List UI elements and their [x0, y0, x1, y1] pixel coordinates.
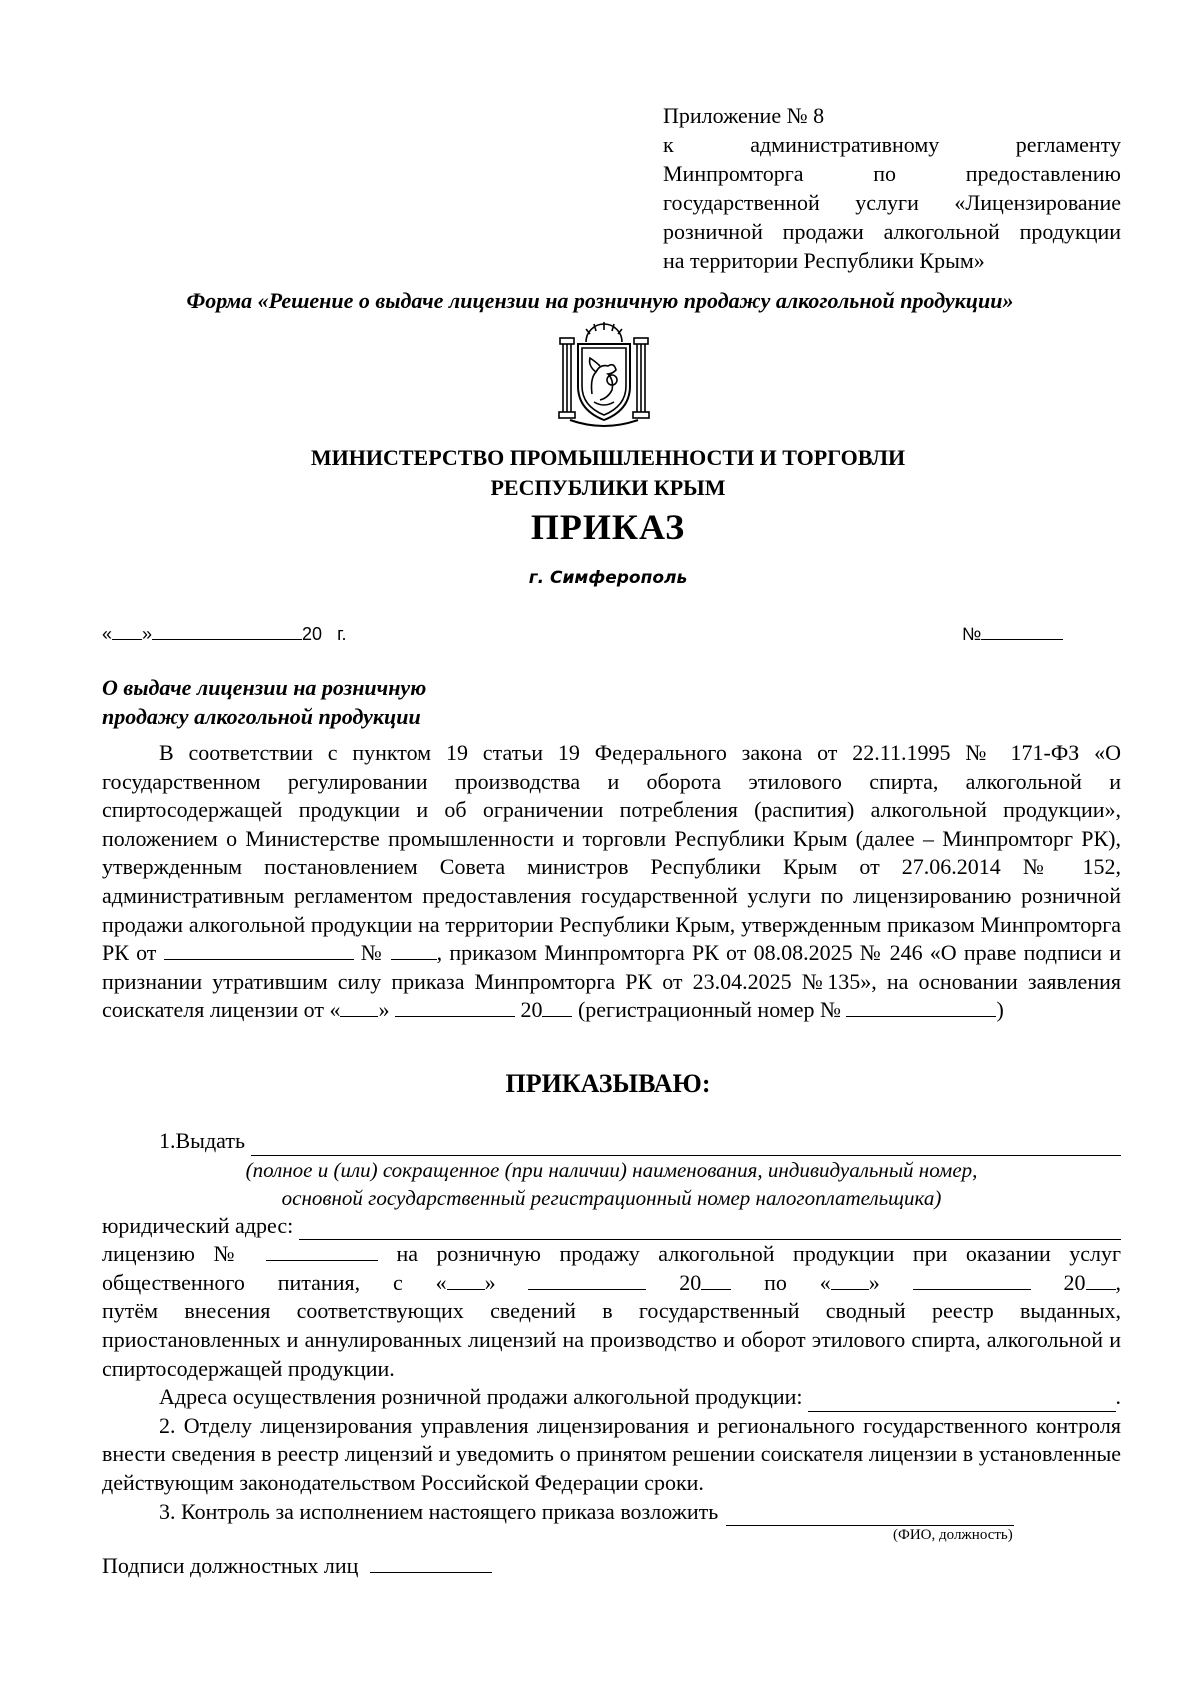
date-field	[102, 621, 346, 645]
preamble-year-prefix: 20	[520, 997, 543, 1023]
order-number-label: №	[962, 624, 982, 644]
appendix-number: Приложение № 8	[663, 103, 825, 128]
date-open-quote: «	[102, 624, 113, 644]
license-number-row	[102, 1240, 1121, 1269]
order-verb: ПРИКАЗЫВАЮ:	[505, 1069, 711, 1098]
signatures-label: Подписи должностных лиц	[102, 1553, 359, 1578]
registration-number-blank[interactable]	[846, 996, 996, 1017]
date-year-suffix: г.	[337, 624, 347, 644]
to-day-field[interactable]	[831, 1269, 869, 1290]
item-1-issue-row	[102, 1127, 1121, 1156]
legal-address-row	[102, 1212, 1121, 1241]
item-1-label: 1.Выдать	[159, 1128, 245, 1153]
preamble-reg-number-label: (регистрационный номер №	[577, 997, 841, 1023]
month-blank[interactable]	[152, 621, 302, 640]
item-3-text: 3. Контроль за исполнением настоящего приказа возложить	[159, 1498, 719, 1524]
sales-addresses-field[interactable]	[808, 1391, 1115, 1412]
appendix-line-6: на территории Республики Крым»	[663, 248, 985, 273]
preamble-text-1: В соответствии с пунктом 19 статьи 19 Федерального закона от 22.11.1995 № 171-ФЗ «О государственном регулировании производства и оборота этилового спирта, алкогольной и спиртосодержащей продукции и об ограничении потребления (распития) алкогольной продукции», положением о Министерстве промышленности и торговли Республики Крым (далее – Минпромторг РК), утвержденным постановлением Совета министров Республики Крым от 27.06.2014 № 152, административным регламентом предоставления государственной услуги по лицензированию розничной продажи алкогольной продукции на территории Республики Крым, утвержденным приказом Минпромторга РК от	[102, 740, 1121, 966]
order-title: ПРИКАЗ	[530, 507, 686, 547]
license-number-label: лицензию №	[102, 1241, 248, 1267]
item-3-row	[102, 1498, 1121, 1527]
to-year-prefix: 20	[1063, 1269, 1086, 1295]
from-year-field[interactable]	[701, 1269, 731, 1290]
order-subject	[102, 673, 426, 731]
preamble-number-sign: №	[360, 940, 384, 966]
sales-addresses-period: .	[1115, 1384, 1121, 1410]
date-close-quote: »	[142, 624, 153, 644]
from-day-field[interactable]	[447, 1269, 485, 1290]
application-day-blank[interactable]	[340, 996, 378, 1017]
catering-text: общественного питания,	[102, 1269, 361, 1295]
order-subject-line-1: О выдаче лицензии на розничную	[102, 675, 427, 700]
signatures-row	[102, 1552, 492, 1579]
legal-address-label: юридический адрес:	[102, 1212, 294, 1238]
license-period-row	[102, 1269, 1121, 1298]
period-from-label: с	[392, 1269, 403, 1295]
preamble	[102, 739, 1121, 1025]
crimea-coat-of-arms-icon	[556, 320, 652, 430]
to-close-quote: »	[868, 1269, 880, 1295]
licensee-name-field[interactable]	[251, 1135, 1121, 1156]
preamble-close-paren: )	[996, 997, 1004, 1023]
license-number-field[interactable]	[266, 1240, 378, 1261]
to-year-field[interactable]	[1086, 1269, 1116, 1290]
application-month-blank[interactable]	[395, 996, 515, 1017]
appendix-line-5: розничной продажи алкогольной продукции	[663, 219, 1121, 244]
order-items	[102, 1127, 1121, 1526]
city: г. Симферополь	[528, 568, 688, 588]
from-open-quote: «	[435, 1269, 447, 1295]
preamble-text-2: , приказом Минпромторга РК от 08.08.2025 № 246 «О праве подписи и признании утратившим силу приказа Минпромторга РК от 23.04.2025 №135», на основании заявления соискателя лицензии от «	[102, 940, 1122, 1023]
period-comma: ,	[1115, 1269, 1122, 1295]
appendix-line-4: государственной услуги «Лицензирование	[663, 190, 1121, 215]
legal-address-field[interactable]	[299, 1219, 1121, 1240]
to-open-quote: «	[819, 1269, 831, 1295]
licensee-hint-line-1: (полное и (или) сокращенное (при наличии) наименования, индивидуальный номер,	[245, 1157, 978, 1182]
day-blank[interactable]	[112, 621, 142, 640]
appendix-line-3: Минпромторга по предоставлению	[663, 161, 1121, 186]
order-subject-line-2: продажу алкогольной продукции	[102, 704, 421, 729]
date-year-prefix: 20	[302, 624, 323, 644]
item-2: 2. Отделу лицензирования управления лицензирования и регионального государственного контроля внести сведения в реестр лицензий и уведомить о принятом решении соискателя лицензии в установленные действующим законодательством Российской Федерации сроки.	[102, 1412, 1121, 1495]
application-year-blank[interactable]	[542, 996, 572, 1017]
order-number-field	[962, 621, 1063, 645]
responsible-person-field[interactable]	[726, 1505, 1014, 1526]
preamble-close-quote: »	[378, 997, 390, 1023]
from-close-quote: »	[484, 1269, 496, 1295]
signature-field[interactable]	[370, 1552, 492, 1573]
approval-number-blank[interactable]	[391, 939, 437, 960]
registry-text: путём внесения соответствующих сведений в государственный сводный реестр выданных, приостановленных и аннулированных лицензий на производство и оборот этилового спирта, алкогольной и спиртосодержащей продукции.	[102, 1298, 1121, 1381]
licensee-hint-line-2: основной государственный регистрационный номер налогоплательщика)	[281, 1185, 942, 1210]
period-to-label: по	[764, 1269, 787, 1295]
ministry-name-line-2: РЕСПУБЛИКИ КРЫМ	[490, 475, 726, 500]
from-month-field[interactable]	[528, 1269, 646, 1290]
from-year-prefix: 20	[679, 1269, 702, 1295]
sales-addresses-row	[102, 1383, 1121, 1412]
license-text: на розничную продажу алкогольной продукции при оказании услуг	[396, 1241, 1122, 1267]
preamble-paragraph	[102, 739, 1121, 1025]
fio-position-hint: (ФИО, должность)	[893, 1527, 1013, 1543]
ministry-name-line-1: МИНИСТЕРСТВО ПРОМЫШЛЕННОСТИ И ТОРГОВЛИ	[310, 445, 906, 470]
appendix-header	[663, 101, 1121, 275]
order-number-blank[interactable]	[981, 621, 1063, 640]
form-title: Форма «Решение о выдаче лицензии на розничную продажу алкогольной продукции»	[186, 288, 1014, 313]
approval-date-blank[interactable]	[164, 939, 354, 960]
ministry-name	[0, 443, 1200, 503]
sales-addresses-label: Адреса осуществления розничной продажи алкогольной продукции:	[159, 1384, 803, 1410]
appendix-line-2: к административному регламенту	[663, 132, 1121, 157]
to-month-field[interactable]	[913, 1269, 1031, 1290]
